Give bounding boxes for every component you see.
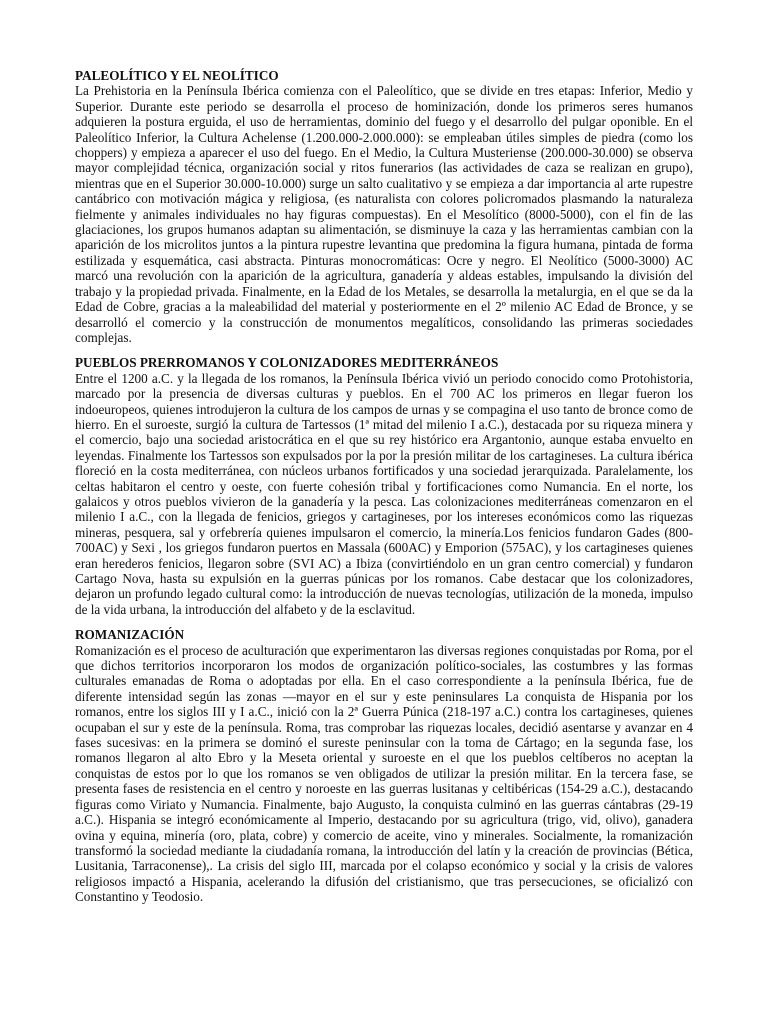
document-page [75,68,693,915]
section-paragraph: Romanización es el proceso de aculturación que experimentaron las diversas regiones conquistadas por Roma, por el que dichos territorios incorporaron los modos de organización político-sociales, las costumbres y las formas culturales emanadas de Roma o adoptadas por ella. En el caso correspondiente a la península Ibérica, fue de diferente intensidad según las zonas —mayor en el sur y este peninsulares La conquista de Hispania por los romanos, entre los siglos III y I a.C., inició con la 2ª Guerra Púnica (218-197 a.C.) contra los cartagineses, quienes ocupaban el sur y este de la península. Roma, tras comprobar las riquezas locales, decidió asentarse y avanzar en 4 fases sucesivas: en la primera se dominó el sureste peninsular con la toma de Cártago; en la segunda fase, los romanos llegaron al alto Ebro y la Meseta oriental y suroeste en el que los pueblos celtíberos no aceptan la conquistas de estos por lo que los romanos se ven obligados de utilizar la presión militar. En la tercera fase, se presenta fases de resistencia en el centro y noroeste en las guerras lusitanas y celtibéricas (154-29 a.C.), destacando figuras como Viriato y Numancia. Finalmente, bajo Augusto, la conquista culminó en las guerras cántabras (29-19 a.C.). Hispania se integró económicamente al Imperio, destacando por su agricultura (trigo, vid, olivo), ganadera ovina y equina, minería (oro, plata, cobre) y comercio de aceite, vino y minerales. Socialmente, la romanización transformó la sociedad mediante la ciudadanía romana, la introducción del latín y la creación de provincias (Bética, Lusitania, Tarraconense),. La crisis del siglo III, marcada por el colapso económico y social y la crisis de valores religiosos impactó a Hispania, acelerando la difusión del cristianismo, que tras persecuciones, se oficializó con Constantino y Teodosio. [75,642,693,905]
section-pueblos-prerromanos [75,355,693,617]
section-romanizacion [75,627,693,904]
section-paragraph: La Prehistoria en la Península Ibérica comienza con el Paleolítico, que se divide en tres etapas: Inferior, Medio y Superior. Durante este periodo se desarrolla el proceso de hominización, donde los primeros seres humanos adquieren la postura erguida, el uso de herramientas, dominio del fuego y el desarrollo del pulgar oponible. En el Paleolítico Inferior, la Cultura Achelense (1.200.000-2.000.000): se empleaban útiles simples de piedra (como los choppers) y empieza a aparecer el uso del fuego. En el Medio, la Cultura Musteriense (200.000-30.000) se observa mayor complejidad técnica, organización social y ritos funerarios (las actividades de caza se realizan en grupo), mientras que en el Superior 30.000-10.000) surge un salto cualitativo y se empieza a dar importancia al arte rupestre cantábrico con motivación mágica y religiosa, (es naturalista con colores policromados plasmando la naturaleza fielmente y animales individuales no hay figuras compuestas). En el Mesolítico (8000-5000), con el fin de las glaciaciones, los grupos humanos adaptan su alimentación, se disminuye la caza y las herramientas cambian con la aparición de los microlitos juntos a la pintura rupestre levantina que predomina la figura humana, pintada de forma estilizada y esquemática, casi abstracta. Pinturas monocromáticas: Ocre y negro. El Neolítico (5000-3000) AC marcó una revolución con la aparición de la agricultura, ganadería y aldeas estables, impulsando la división del trabajo y la propiedad privada. Finalmente, en la Edad de los Metales, se desarrolla la metalurgia, en el que se da la Edad de Cobre, gracias a la maleabilidad del material y posteriormente en el 2º milenio AC Edad de Bronce, y se desarrolló el comercio y la construcción de monumentos megalíticos, consolidando las primeras sociedades complejas. [75,83,693,345]
section-heading: PALEOLÍTICO Y EL NEOLÍTICO [75,68,279,83]
section-heading: ROMANIZACIÓN [75,627,185,643]
section-paragraph: Entre el 1200 a.C. y la llegada de los romanos, la Península Ibérica vivió un periodo conocido como Protohistoria, marcado por la presencia de diversas culturas y pueblos. En el 700 AC los primeros en llegar fueron los indoeuropeos, quienes introdujeron la cultura de los campos de urnas y se compagina el uso tanto de bronce como de hierro. En el suroeste, surgió la cultura de Tartessos (1ª mitad del milenio I a.C.), destacada por su riqueza minera y el comercio, bajo una sociedad aristocrática en el que su rey histórico era Argantonio, aunque estaba envuelto en leyendas. Finalmente los Tartessos son expulsados por la por la presión militar de los cartagineses. La cultura ibérica floreció en la costa mediterránea, con núcleos urbanos fortificados y una sociedad jerarquizada. Paralelamente, los celtas habitaron el centro y oeste, con fuerte cohesión tribal y fortificaciones como Numancia. En el norte, los galaicos y otros pueblos vivieron de la ganadería y la pesca. Las colonizaciones mediterráneas comenzaron en el milenio I a.C., con la llegada de fenicios, griegos y cartagineses, por los intereses económicos como las riquezas mineras, pesquera, sal y orfebrería quienes impulsaron el comercio, la minería.Los fenicios fundaron Gades (800-700AC) y Sexi , los griegos fundaron puertos en Massala (600AC) y Emporion (575AC), y los cartagineses quienes eran herederos fenicios, llegaron sobre (SVI AC) a Ibiza (convirtiéndolo en un gran centro comercial) y fundaron Cartago Nova, hasta su expulsión en la guerras púnicas por los romanos. Cabe destacar que los colonizadores, dejaron un profundo legado cultural como: la introducción de nuevas tecnologías, utilización de la moneda, impulso de la vida urbana, la introducción del alfabeto y de la esclavitud. [75,370,693,617]
section-heading: PUEBLOS PRERROMANOS Y COLONIZADORES MEDITERRÁNEOS [75,355,499,371]
section-paleolitico [75,68,693,345]
